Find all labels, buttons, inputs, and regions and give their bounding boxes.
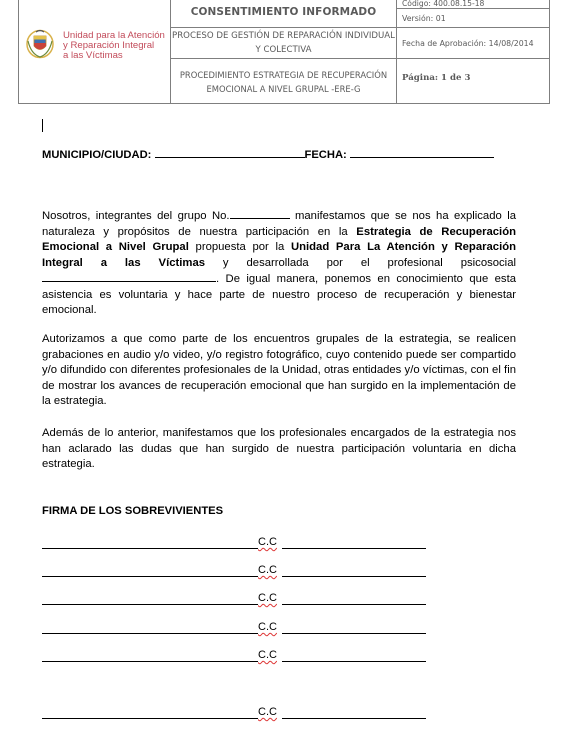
signature-line[interactable] [42, 718, 258, 719]
cc-label: C.C [258, 536, 277, 548]
cc-line[interactable] [282, 633, 426, 634]
cc-label: C.C [258, 621, 277, 633]
fecha-label: FECHA: [304, 149, 347, 161]
unit-name: Unidad Para La Atención y Reparación Integral a las Víctimas [42, 241, 517, 269]
cc-line[interactable] [282, 661, 426, 662]
document-header [18, 0, 550, 104]
text-cursor [42, 119, 43, 132]
coat-of-arms-icon [25, 27, 55, 59]
signature-row [42, 706, 426, 720]
professional-name-field[interactable] [42, 271, 216, 282]
cc-label: C.C [258, 564, 277, 576]
p1-text-d: y desarrollada por el profesional psicosocial [205, 256, 516, 269]
procedure-name: PROCEDIMIENTO ESTRATEGIA DE RECUPERACIÓN EMOCIONAL A NIVEL GRUPAL -ERE-G [179, 70, 388, 94]
process-name: PROCESO DE GESTIÓN DE REPARACIÓN INDIVIDUAL Y COLECTIVA [171, 28, 396, 59]
fecha-field[interactable] [350, 147, 494, 158]
signature-row [42, 621, 426, 635]
group-number-field[interactable] [230, 208, 290, 219]
signature-row [42, 592, 426, 606]
cc-line[interactable] [282, 548, 426, 549]
signature-line[interactable] [42, 576, 258, 577]
municipio-fecha-row [42, 147, 494, 161]
signature-line[interactable] [42, 548, 258, 549]
header-middle [171, 0, 397, 103]
municipio-field[interactable] [155, 147, 305, 158]
cc-line[interactable] [282, 604, 426, 605]
signature-row [42, 564, 426, 578]
cc-line[interactable] [282, 718, 426, 719]
cc-label: C.C [258, 706, 277, 718]
document-code: Código: 400.08.15-18 [397, 0, 549, 9]
paragraph-1 [42, 208, 516, 319]
signature-row [42, 536, 426, 550]
municipio-label: MUNICIPIO/CIUDAD: [42, 149, 152, 161]
approval-date: Fecha de Aprobación: 14/08/2014 [397, 28, 549, 59]
page-number: Página: 1 de 3 [402, 73, 471, 83]
signature-row [42, 649, 426, 663]
signature-line[interactable] [42, 604, 258, 605]
paragraph-3: Además de lo anterior, manifestamos que los profesionales encargados de la estrategia nos han aclarado las dudas que han surgido de nuestra participación voluntaria en dicha estrategia. [42, 427, 516, 470]
p1-text-c: propuesta por la [188, 241, 291, 253]
strategy-name: Estrategia de Recuperación Emocional a Nivel Grupal [42, 225, 516, 253]
document-title: CONSENTIMIENTO INFORMADO [171, 0, 396, 28]
signature-line[interactable] [42, 661, 258, 662]
paragraph-2: Autorizamos a que como parte de los encuentros grupales de la estrategia, se realicen grabaciones en audio y/o video, y/o registro fotográfico, cuyo contenido puede ser compartido y/o difundido con diferentes profesionales de la Unidad, otras entidades y/o víctimas, con el fin de mostrar los avances de recuperación emocional que han surgido en la implementación de la estrategia. [42, 333, 516, 407]
p1-text-b: manifestamos que se nos ha explicado la naturaleza y propósitos de nuestra participación en la [42, 210, 517, 238]
cc-label: C.C [258, 592, 277, 604]
p1-text-a: Nosotros, integrantes del grupo No. [42, 210, 230, 222]
p1-text-e: . De igual manera, ponemos en conocimiento que esta asistencia es voluntaria y hace parte de nuestro proceso de recuperación y bienestar emocional. [42, 273, 516, 316]
logo-text [63, 31, 165, 60]
signatures-title: FIRMA DE LOS SOBREVIVIENTES [42, 505, 224, 517]
logo-text-line1: Unidad para la Atención [63, 30, 165, 41]
document-version: Versión: 01 [397, 9, 549, 28]
header-right [397, 0, 549, 103]
logo-text-line2: y Reparación Integral [63, 39, 155, 51]
cc-label: C.C [258, 649, 277, 661]
signature-line[interactable] [42, 633, 258, 634]
logo-cell [19, 0, 171, 103]
logo-text-line3: a las Víctimas [63, 49, 123, 61]
cc-line[interactable] [282, 576, 426, 577]
